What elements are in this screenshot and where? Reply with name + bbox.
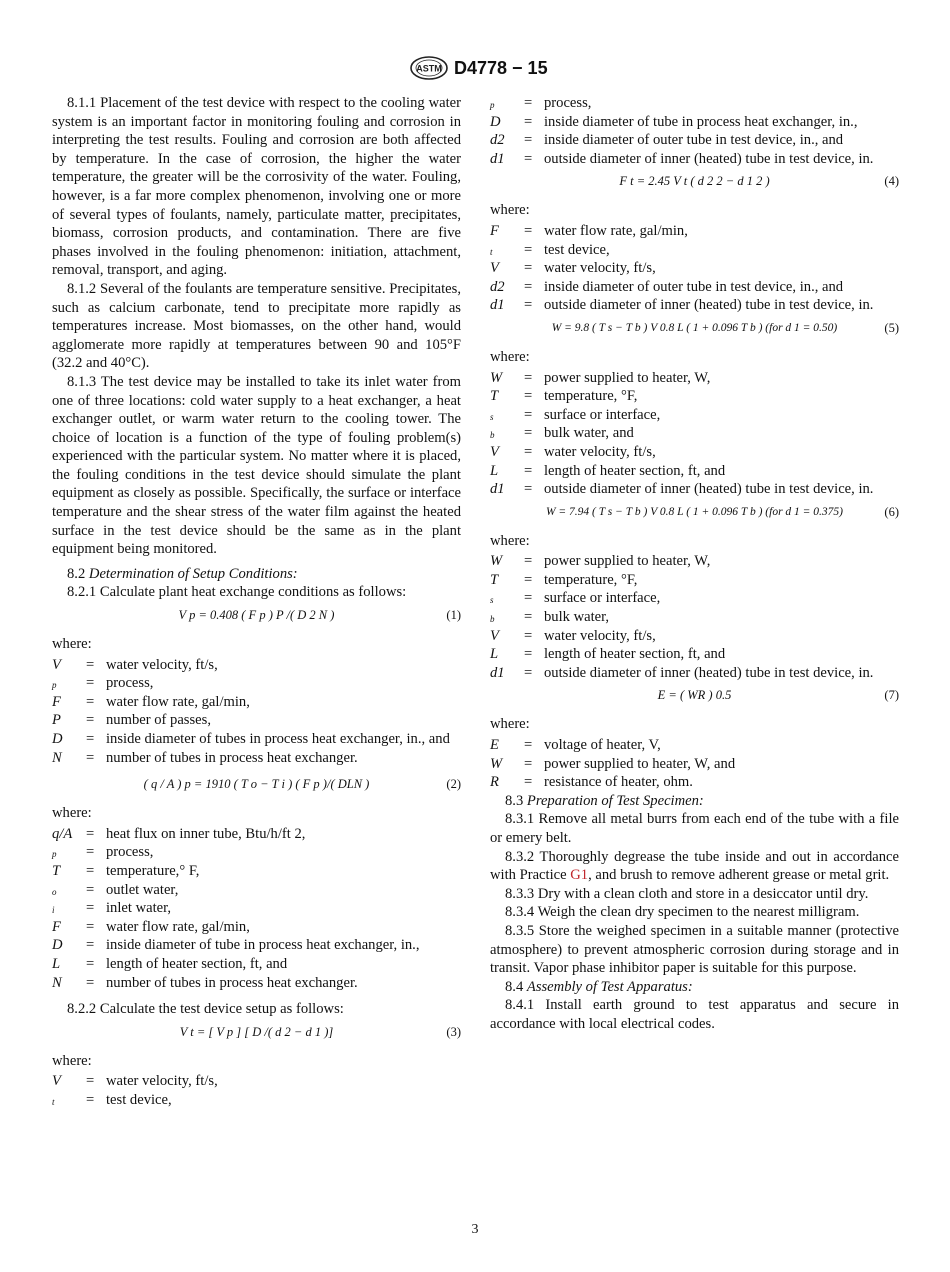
- definition-text: outside diameter of inner (heated) tube in test device, in.: [544, 297, 874, 314]
- equation-number: (7): [884, 688, 899, 703]
- definition-equals: =: [86, 844, 95, 861]
- definition-text: surface or interface,: [544, 406, 661, 423]
- definition-symbol: q/A: [52, 825, 73, 842]
- definition-equals: =: [524, 113, 533, 130]
- definition-equals: =: [524, 590, 533, 607]
- definition-text: power supplied to heater, W,: [544, 553, 711, 570]
- definition-row: [52, 936, 461, 955]
- definition-text: test device,: [106, 1091, 172, 1108]
- definition-text: temperature, °F,: [544, 388, 638, 405]
- definition-text: heat flux on inner tube, Btu/h/ft 2,: [106, 825, 306, 842]
- definition-equals: =: [524, 369, 533, 386]
- definition-text: water flow rate, gal/min,: [106, 918, 250, 935]
- definition-row: [490, 480, 899, 499]
- definition-row: [52, 881, 461, 900]
- definition-symbol: o: [52, 886, 57, 897]
- para-8-2-1: 8.2.1 Calculate plant heat exchange conditions as follows:: [67, 584, 407, 601]
- definitions-list-6: [490, 552, 899, 682]
- definition-equals: =: [524, 95, 533, 111]
- definition-symbol: b: [490, 614, 495, 625]
- definition-row: [52, 693, 461, 712]
- definition-row: [52, 974, 461, 993]
- definition-row: [52, 955, 461, 974]
- logo-lettering: ASTM: [416, 63, 442, 74]
- definition-row: [52, 899, 461, 918]
- para-8-1-2: 8.1.2 Several of the foulants are temperature sensitive. Precipitates, such as calcium carbonate, tend to precipitate more rapidly as temperatures increase. Most biomasses, on the other hand, would agglomerate more rapidly at temperatures between 90 and 105°F (32.2 and 40°C).: [52, 280, 461, 372]
- definition-text: voltage of heater, V,: [544, 737, 661, 754]
- definition-equals: =: [524, 737, 533, 754]
- definition-row: [52, 749, 461, 768]
- definition-equals: =: [524, 443, 533, 460]
- equation-number: (4): [884, 174, 899, 189]
- definition-equals: =: [524, 388, 533, 405]
- definition-symbol: t: [52, 1096, 55, 1107]
- definition-row: [52, 825, 461, 844]
- equation-1: [52, 602, 461, 629]
- definition-equals: =: [86, 937, 95, 954]
- definition-symbol: F: [490, 222, 499, 239]
- definitions-list-2: [52, 825, 461, 992]
- definition-symbol: D: [52, 937, 63, 954]
- definition-row: [490, 424, 899, 443]
- definition-equals: =: [524, 646, 533, 663]
- definition-row: [490, 94, 899, 113]
- definition-equals: =: [86, 1073, 95, 1090]
- equation-text: E = ( WR ) 0.5: [657, 688, 732, 703]
- definition-text: number of tubes in process heat exchanger.: [106, 974, 358, 991]
- equation-text: W = 9.8 ( T s − T b ) V 0.8 L ( 1 + 0.096 T b ) (for d 1 = 0.50): [551, 321, 838, 334]
- definition-symbol: d1: [490, 297, 505, 314]
- definition-text: length of heater section, ft, and: [106, 955, 288, 972]
- definition-symbol: F: [52, 693, 61, 710]
- para-8-3-5: 8.3.5 Store the weighed specimen in a suitable manner (protective atmosphere) to prevent atmospheric corrosion during storage and in transit. Vapor phase inhibitor paper is suitable for this purpose.: [490, 922, 899, 977]
- definition-text: power supplied to heater, W,: [544, 369, 711, 386]
- definition-equals: =: [524, 425, 533, 442]
- definition-text: bulk water,: [544, 609, 610, 626]
- equation-5: [490, 315, 899, 342]
- practice-g1-link[interactable]: G1: [570, 867, 589, 884]
- equation-number: (2): [446, 777, 461, 792]
- definition-symbol: d1: [490, 664, 505, 681]
- definition-text: inside diameter of outer tube in test device, in., and: [544, 278, 844, 295]
- definition-equals: =: [86, 693, 95, 710]
- left-column: [52, 94, 461, 1110]
- definition-equals: =: [86, 862, 95, 879]
- where-label: where:: [52, 1052, 92, 1069]
- definition-row: [490, 259, 899, 278]
- definition-equals: =: [524, 241, 533, 258]
- definition-text: resistance of heater, ohm.: [544, 774, 693, 791]
- definition-symbol: b: [490, 430, 495, 441]
- definition-equals: =: [86, 974, 95, 991]
- definition-text: outside diameter of inner (heated) tube in test device, in.: [544, 664, 874, 681]
- definition-symbol: s: [490, 411, 494, 422]
- definition-symbol: s: [490, 595, 494, 606]
- definition-equals: =: [524, 609, 533, 626]
- definition-equals: =: [524, 553, 533, 570]
- definition-row: [490, 645, 899, 664]
- equation-7: [490, 682, 899, 709]
- definition-symbol: R: [490, 774, 499, 791]
- definition-row: [490, 222, 899, 241]
- definition-equals: =: [524, 462, 533, 479]
- definition-symbol: F: [52, 918, 61, 935]
- definition-equals: =: [86, 918, 95, 935]
- definition-text: outlet water,: [106, 881, 179, 898]
- definition-symbol: L: [490, 646, 499, 663]
- section-number: 8.2: [67, 565, 86, 582]
- definition-text: bulk water, and: [544, 425, 634, 442]
- definition-equals: =: [86, 900, 95, 917]
- definition-row: [52, 711, 461, 730]
- definition-text: water velocity, ft/s,: [544, 443, 656, 460]
- definition-row: [490, 773, 899, 792]
- definition-equals: =: [524, 774, 533, 791]
- definition-symbol: D: [52, 731, 63, 747]
- equation-number: (6): [884, 504, 899, 519]
- section-title: Assembly of Test Apparatus:: [526, 978, 693, 995]
- definition-equals: =: [524, 481, 533, 498]
- definition-symbol: W: [490, 369, 503, 386]
- definition-symbol: p: [52, 849, 57, 860]
- para-8-1-1: 8.1.1 Placement of the test device with respect to the cooling water system is an important factor in monitoring fouling and corrosion in interpreting the test results. Fouling and corrosion are both affected by temperature. In the case of corrosion, the higher the water temperature, the greater will be the corrosivity of the water. Fouling, however, is a far more complex phenomenon, involving one or more of several types of foulants, namely, particulate matter, precipitates, biomass, corrosion products, and contamination. There are five phases involved in the fouling phenomenon: initiation, attachment, removal, transport, and aging.: [52, 95, 461, 279]
- definition-symbol: N: [52, 974, 62, 991]
- definitions-list-3: [52, 1072, 461, 1109]
- definition-equals: =: [524, 571, 533, 588]
- definition-equals: =: [524, 664, 533, 681]
- equation-3: [52, 1019, 461, 1046]
- where-label: where:: [52, 805, 92, 822]
- definition-row: [490, 664, 899, 683]
- definition-symbol: V: [490, 627, 499, 644]
- definition-symbol: V: [490, 260, 499, 277]
- definition-text: power supplied to heater, W, and: [544, 755, 736, 772]
- definitions-list-1: [52, 656, 461, 768]
- definition-text: temperature, °F,: [544, 571, 638, 588]
- para-8-1-3: 8.1.3 The test device may be installed to take its inlet water from one of three locations: cold water supply to a heat exchanger, a heat exchanger outlet, or warm water return to the cooling tower. The choice of location is a function of the type of fouling problem(s) experienced with the particular system. No matter where it is placed, the fouling conditions in the test device should simulate the plant equipment as closely as possible. Specifically, the surface or interface temperature and the shear stress of the water film against the heated surface in the test device should be the same as in the plant equipment being monitored.: [52, 373, 461, 558]
- definition-symbol: p: [52, 680, 57, 691]
- definition-equals: =: [524, 278, 533, 295]
- definition-symbol: T: [490, 388, 499, 405]
- definition-equals: =: [86, 731, 95, 747]
- definition-row: [490, 113, 899, 132]
- definition-row: [52, 656, 461, 675]
- definition-row: [490, 369, 899, 388]
- definition-symbol: W: [490, 553, 503, 570]
- definition-row: [490, 552, 899, 571]
- definition-equals: =: [86, 712, 95, 729]
- equation-6: [490, 499, 899, 526]
- definition-row: [490, 755, 899, 774]
- definition-symbol: E: [490, 737, 499, 754]
- definition-row: [490, 406, 899, 425]
- where-label: where:: [490, 716, 530, 733]
- equation-number: (1): [446, 608, 461, 623]
- definition-symbol: T: [490, 571, 499, 588]
- para-8-4-1: 8.4.1 Install earth ground to test apparatus and secure in accordance with local electrical codes.: [490, 997, 899, 1032]
- where-label: where:: [490, 202, 530, 219]
- definition-symbol: i: [52, 905, 55, 916]
- para-text: , and brush to remove adherent grease or metal grit.: [588, 867, 890, 884]
- page-header: [0, 56, 950, 82]
- definition-row: [490, 131, 899, 150]
- definition-row: [490, 627, 899, 646]
- definition-row: [52, 918, 461, 937]
- definition-equals: =: [524, 150, 533, 167]
- definition-equals: =: [524, 406, 533, 423]
- right-column: [490, 94, 899, 1034]
- definition-text: water flow rate, gal/min,: [106, 693, 250, 710]
- section-heading-8-2: [52, 565, 461, 584]
- definitions-list-3-continued: [490, 94, 899, 168]
- definition-text: process,: [106, 844, 154, 861]
- astm-logo: [409, 56, 449, 80]
- definitions-list-5: [490, 369, 899, 499]
- definition-text: outside diameter of inner (heated) tube in test device, in.: [544, 150, 874, 167]
- para-8-3-3: 8.3.3 Dry with a clean cloth and store in a desiccator until dry.: [505, 885, 869, 902]
- para-8-2-2: 8.2.2 Calculate the test device setup as follows:: [67, 1001, 344, 1018]
- definition-text: length of heater section, ft, and: [544, 462, 726, 479]
- definition-symbol: d1: [490, 150, 505, 167]
- section-heading-8-4: [490, 978, 899, 997]
- equation-number: (5): [884, 320, 899, 335]
- section-title: Preparation of Test Specimen:: [526, 792, 704, 809]
- definition-row: [52, 862, 461, 881]
- definition-row: [490, 462, 899, 481]
- definition-row: [52, 1072, 461, 1091]
- definitions-list-4: [490, 222, 899, 315]
- definition-row: [490, 278, 899, 297]
- section-heading-8-3: [490, 792, 899, 811]
- definition-equals: =: [86, 749, 95, 766]
- definition-equals: =: [524, 132, 533, 149]
- definition-row: [490, 241, 899, 260]
- definition-text: water velocity, ft/s,: [544, 260, 656, 277]
- definition-text: inside diameter of tube in process heat exchanger, in.,: [106, 937, 420, 954]
- document-code: D4778 − 15: [454, 58, 548, 78]
- where-label: where:: [52, 636, 92, 653]
- definition-equals: =: [524, 297, 533, 314]
- definition-text: inside diameter of tubes in process heat exchanger, in., and: [106, 731, 450, 747]
- definition-symbol: L: [490, 462, 499, 479]
- definition-equals: =: [86, 955, 95, 972]
- definition-equals: =: [524, 627, 533, 644]
- definition-symbol: V: [52, 1073, 61, 1090]
- equation-text: ( q / A ) p = 1910 ( T o − T i ) ( F p )/( DLN ): [143, 777, 370, 792]
- definition-row: [490, 608, 899, 627]
- definition-equals: =: [524, 222, 533, 239]
- equation-text: W = 7.94 ( T s − T b ) V 0.8 L ( 1 + 0.096 T b ) (for d 1 = 0.375): [545, 505, 844, 518]
- equation-number: (3): [446, 1024, 461, 1039]
- definition-row: [490, 571, 899, 590]
- para-8-3-1: 8.3.1 Remove all metal burrs from each end of the tube with a file or emery belt.: [490, 811, 899, 846]
- para-8-3-2: [490, 848, 899, 885]
- definition-row: [490, 296, 899, 315]
- equation-text: F t = 2.45 V t ( d 2 2 − d 1 2 ): [619, 174, 770, 189]
- definition-text: process,: [544, 95, 592, 111]
- definition-row: [490, 443, 899, 462]
- definition-equals: =: [86, 1091, 95, 1108]
- definition-text: water velocity, ft/s,: [106, 1073, 218, 1090]
- definition-symbol: V: [52, 656, 61, 673]
- definition-equals: =: [86, 881, 95, 898]
- definition-symbol: p: [490, 100, 495, 110]
- definition-text: process,: [106, 675, 154, 692]
- equation-text: V p = 0.408 ( F p ) P /( D 2 N ): [178, 608, 335, 623]
- definition-text: number of passes,: [106, 712, 211, 729]
- definition-symbol: L: [52, 955, 61, 972]
- definition-equals: =: [524, 260, 533, 277]
- definition-text: water flow rate, gal/min,: [544, 222, 688, 239]
- definition-symbol: d1: [490, 481, 505, 498]
- definition-row: [52, 730, 461, 749]
- definition-symbol: D: [490, 113, 501, 130]
- section-title: Determination of Setup Conditions:: [88, 565, 298, 582]
- definition-equals: =: [86, 825, 95, 842]
- definition-text: test device,: [544, 241, 610, 258]
- definition-text: inside diameter of outer tube in test device, in., and: [544, 132, 844, 149]
- definition-symbol: d2: [490, 132, 505, 149]
- definition-text: length of heater section, ft, and: [544, 646, 726, 663]
- equation-4: [490, 168, 899, 195]
- definition-text: inlet water,: [106, 900, 172, 917]
- definition-symbol: W: [490, 755, 503, 772]
- definition-row: [490, 150, 899, 169]
- definition-text: temperature,° F,: [106, 862, 200, 879]
- definition-text: water velocity, ft/s,: [106, 656, 218, 673]
- definition-symbol: P: [52, 712, 61, 729]
- definition-symbol: d2: [490, 278, 505, 295]
- definition-row: [490, 387, 899, 406]
- definition-equals: =: [86, 656, 95, 673]
- definition-symbol: T: [52, 862, 61, 879]
- definition-equals: =: [524, 755, 533, 772]
- definition-text: number of tubes in process heat exchanger.: [106, 749, 358, 766]
- equation-2: [52, 771, 461, 798]
- definition-symbol: t: [490, 246, 493, 257]
- equation-text: V t = [ V p ] [ D /( d 2 − d 1 )]: [179, 1024, 334, 1039]
- section-number: 8.4: [505, 978, 524, 995]
- where-label: where:: [490, 532, 530, 549]
- definitions-list-7: [490, 736, 899, 792]
- definition-text: outside diameter of inner (heated) tube in test device, in.: [544, 481, 874, 498]
- definition-equals: =: [86, 675, 95, 692]
- definition-row: [490, 589, 899, 608]
- definition-row: [52, 843, 461, 862]
- para-8-3-4: 8.3.4 Weigh the clean dry specimen to the nearest milligram.: [505, 904, 860, 921]
- where-label: where:: [490, 348, 530, 365]
- definition-row: [490, 736, 899, 755]
- definition-symbol: N: [52, 749, 62, 766]
- definition-row: [52, 674, 461, 693]
- definition-text: inside diameter of tube in process heat exchanger, in.,: [544, 113, 858, 130]
- definition-row: [52, 1091, 461, 1110]
- para-text: 8.3.2 Thoroughly degrease the tube inside and out in accordance with Practice: [490, 848, 899, 884]
- definition-symbol: V: [490, 443, 499, 460]
- page-number: 3: [471, 1222, 479, 1237]
- definition-text: water velocity, ft/s,: [544, 627, 656, 644]
- section-number: 8.3: [505, 792, 524, 809]
- definition-text: surface or interface,: [544, 590, 661, 607]
